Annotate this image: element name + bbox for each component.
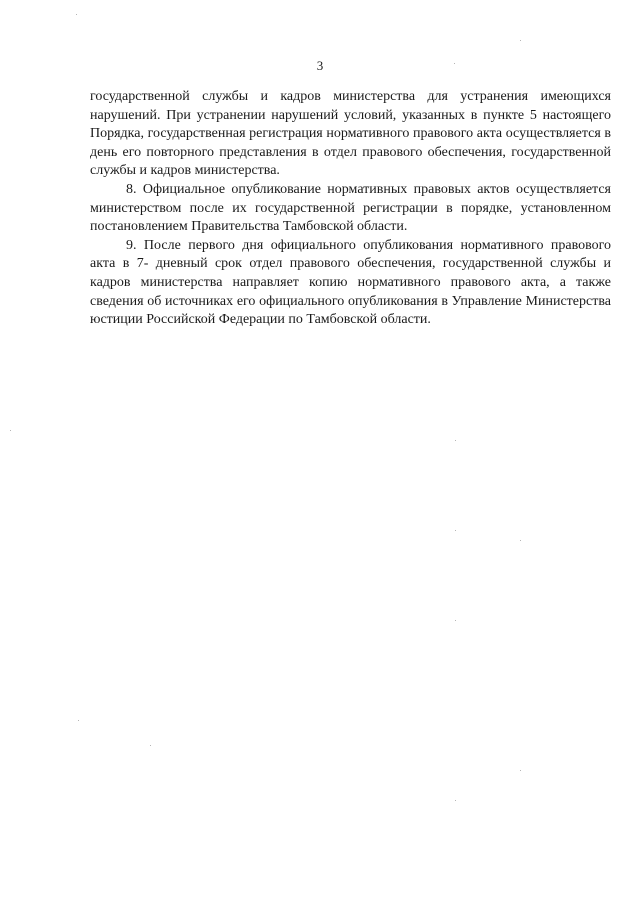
scan-speck: [76, 14, 77, 15]
paragraph-item-9: 9. После первого дня официального опубликования нормативного правового акта в 7- дневный срок отдел правового обеспечения, государственной службы и кадров министерства направляет копию нормативного правового акта, а также сведения об источниках его официального опубликования в Управление Министерства юстиции Российской Федерации по Тамбовской области.: [90, 237, 611, 328]
page-number: 3: [316, 58, 324, 73]
scan-speck: [520, 770, 521, 771]
scan-speck: [455, 620, 456, 621]
paragraph-continuation: государственной службы и кадров министерства для устранения имеющихся нарушений. При устранении нарушений условий, указанных в пункте 5 настоящего Порядка, государственная регистрация нормативного правового акта осуществляется в день его повторного представления в отдел правового обеспечения, государственной службы и кадров министерства.: [90, 89, 611, 179]
scan-speck: [10, 430, 11, 431]
scan-speck: [455, 530, 456, 531]
document-body: [90, 88, 611, 330]
scan-speck: [455, 440, 456, 441]
scan-speck: [150, 745, 151, 746]
paragraph-item-8: 8. Официальное опубликование нормативных правовых актов осуществляется министерством после их государственной регистрации в порядке, установленном постановлением Правительства Тамбовской области.: [90, 181, 611, 235]
scan-speck: [520, 540, 521, 541]
scan-speck: [455, 800, 456, 801]
scan-speck: [454, 63, 455, 64]
scan-speck: [78, 720, 79, 721]
scan-speck: [520, 40, 521, 41]
